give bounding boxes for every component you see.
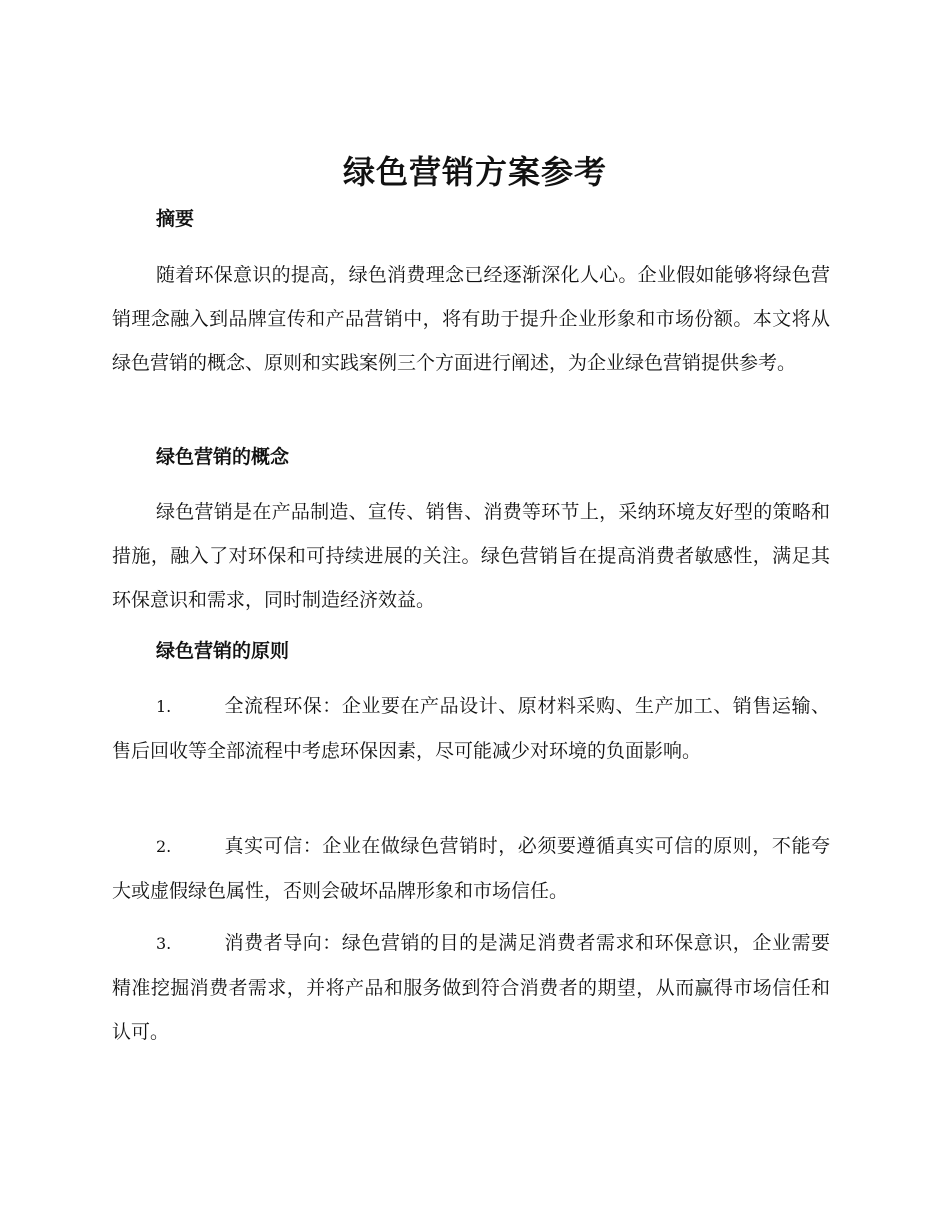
principle-number: 3.: [156, 934, 172, 953]
abstract-paragraph: 随着环保意识的提高，绿色消费理念已经逐渐深化人心。企业假如能够将绿色营销理念融入到品牌宣传和产品营销中，将有助于提升企业形象和市场份额。本文将从绿色营销的概念、原则和实践案例三个方面进行阐述，为企业绿色营销提供参考。: [112, 264, 830, 374]
principle-number: 2.: [156, 837, 172, 856]
principle-number: 1.: [156, 697, 172, 716]
principle-item: [112, 684, 830, 773]
document-title: 绿色营销方案参考: [342, 153, 607, 191]
principle-text: 全流程环保：企业要在产品设计、原材料采购、生产加工、销售运输、售后回收等全部流程中考虑环保因素，尽可能减少对环境的负面影响。: [112, 695, 830, 762]
concept-paragraph: 绿色营销是在产品制造、宣传、销售、消费等环节上，采纳环境友好型的策略和措施，融入了对环保和可持续进展的关注。绿色营销旨在提高消费者敏感性，满足其环保意识和需求，同时制造经济效益。: [112, 501, 830, 611]
principle-text: 真实可信：企业在做绿色营销时，必须要遵循真实可信的原则，不能夸大或虚假绿色属性，否则会破坏品牌形象和市场信任。: [112, 835, 830, 902]
abstract-heading: 摘要: [156, 208, 195, 230]
principles-heading: 绿色营销的原则: [156, 640, 290, 662]
principle-item: [112, 921, 830, 1054]
concept-heading: 绿色营销的概念: [156, 446, 290, 468]
principle-text: 消费者导向：绿色营销的目的是满足消费者需求和环保意识，企业需要精准挖掘消费者需求，并将产品和服务做到符合消费者的期望，从而赢得市场信任和认可。: [112, 932, 830, 1043]
principle-item: [112, 824, 830, 913]
